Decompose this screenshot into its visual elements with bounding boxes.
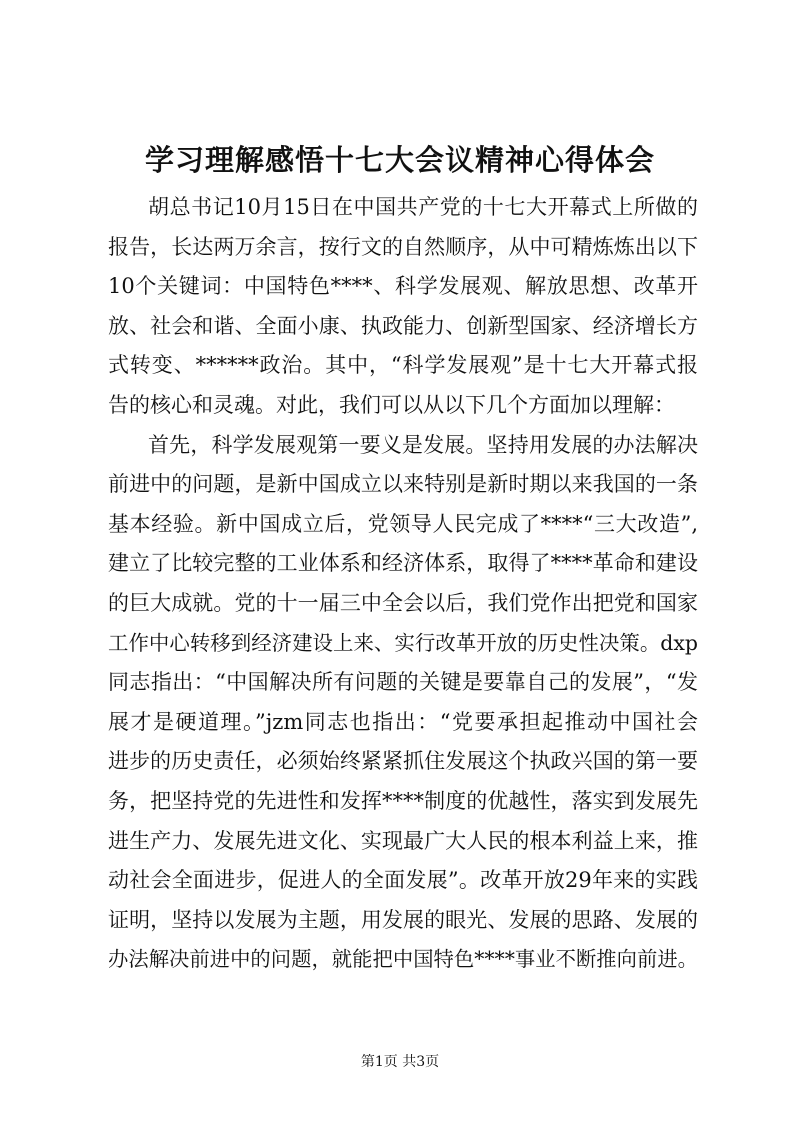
paragraph-2	[108, 426, 698, 980]
text-line: 首先，科学发展观第一要义是发展。坚持用发展的办法解决	[148, 432, 698, 457]
text-line: 务，把坚持党的先进性和发挥****制度的优越性，落实到发展先	[108, 788, 698, 813]
text-line: 基本经验。新中国成立后，党领导人民完成了****“三大改造”,	[108, 511, 698, 536]
text-line: 办法解决前进中的问题，就能把中国特色****事业不断推向前进。	[108, 947, 698, 972]
text-line: 同志指出：“中国解决所有问题的关键是要靠自己的发展”，“发	[108, 670, 698, 695]
text-line: 放、社会和谐、全面小康、执政能力、创新型国家、经济增长方	[108, 313, 698, 338]
text-line: 展才是硬道理。”jzm同志也指出：“党要承担起推动中国社会	[108, 709, 698, 734]
text-line: 进步的历史责任，必须始终紧紧抓住发展这个执政兴国的第一要	[108, 749, 698, 774]
text-line: 的巨大成就。党的十一届三中全会以后，我们党作出把党和国家	[108, 590, 698, 615]
text-line: 建立了比较完整的工业体系和经济体系，取得了****革命和建设	[108, 551, 698, 576]
text-line: 报告，长达两万余言，按行文的自然顺序，从中可精炼炼出以下	[108, 234, 698, 259]
text-line: 前进中的问题，是新中国成立以来特别是新时期以来我国的一条	[108, 472, 698, 497]
text-line: 式转变、******政治。其中，“科学发展观”是十七大开幕式报	[108, 353, 698, 378]
text-line: 动社会全面进步，促进人的全面发展”。改革开放29年来的实践	[108, 868, 698, 893]
paragraph-1	[108, 188, 698, 426]
text-line: 10个关键词：中国特色****、科学发展观、解放思想、改革开	[108, 274, 698, 299]
text-line: 胡总书记10月15日在中国共产党的十七大开幕式上所做的	[148, 195, 698, 219]
text-line: 工作中心转移到经济建设上来、实行改革开放的历史性决策。dxp	[108, 630, 698, 655]
document-title: 学习理解感悟十七大会议精神心得体会	[144, 143, 655, 177]
page-number-footer: 第1页 共3页	[360, 1054, 440, 1070]
text-line: 进生产力、发展先进文化、实现最广大人民的根本利益上来，推	[108, 828, 698, 853]
document-body	[108, 188, 698, 980]
text-line: 证明，坚持以发展为主题，用发展的眼光、发展的思路、发展的	[108, 907, 698, 932]
text-line: 告的核心和灵魂。对此，我们可以从以下几个方面加以理解：	[108, 392, 675, 417]
